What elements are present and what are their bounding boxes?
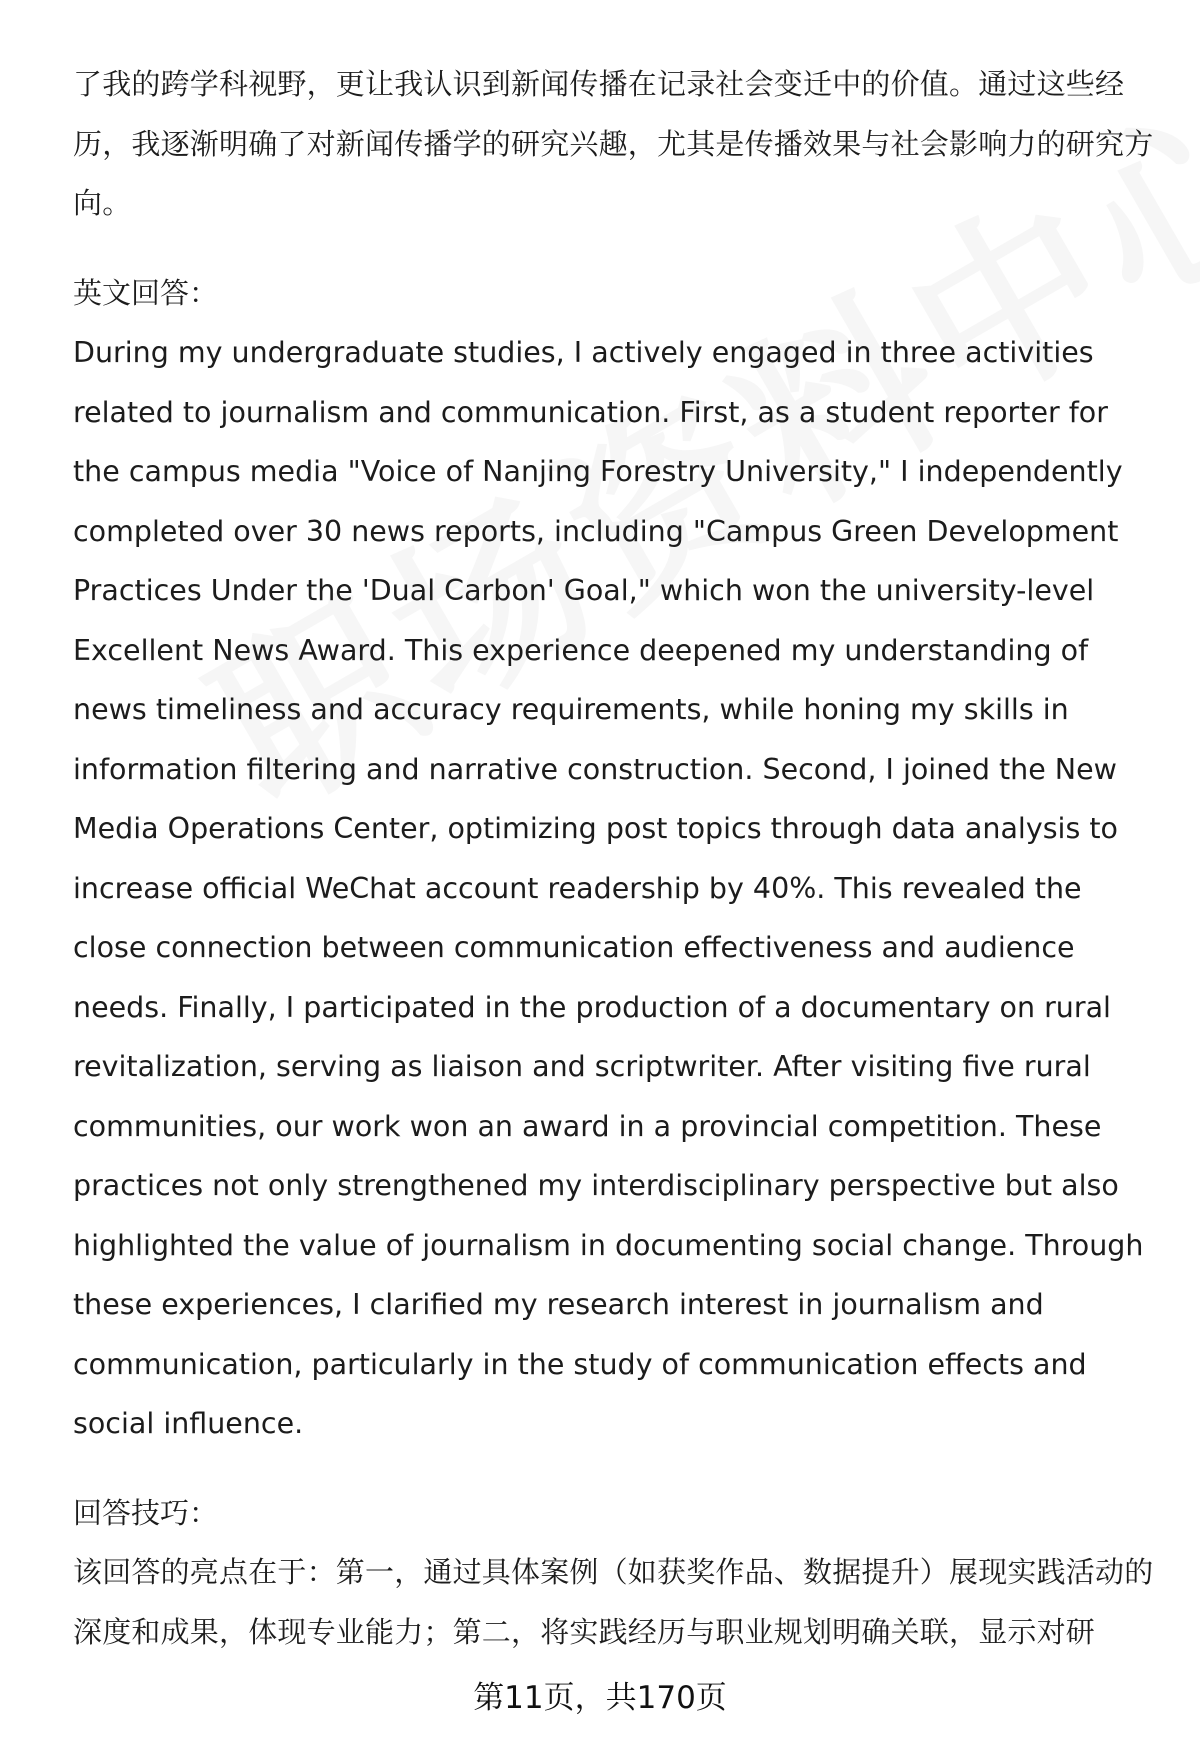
section-gap: [73, 1454, 1163, 1484]
page-content: [73, 55, 1163, 1662]
answer-tips-heading: 回答技巧：: [73, 1495, 219, 1530]
page-number-footer: 第11页，共170页: [473, 1680, 727, 1716]
english-answer-body: During my undergraduate studies, I actively engaged in three activities related to journalism and communication. First, as a student reporter for the campus media "Voice of Nanjing Forestry University," I independently completed over 30 news reports, including "Campus Green Development Practices Under the 'Dual Carbon' Goal," which won the university-level Excellent News Award. This experience deepened my understanding of news timeliness and accuracy requirements, while honing my skills in information filtering and narrative construction. Second, I joined the New Media Operations Center, optimizing post topics through data analysis to increase official WeChat account readership by 40%. This revealed the close connection between communication effectiveness and audience needs. Finally, I participated in the production of a documentary on rural revitalization, serving as liaison and scriptwriter. After visiting five rural communities, our work won an award in a provincial competition. These practices not only strengthened my interdisciplinary perspective but also highlighted the value of journalism in documenting social change. Through these experiences, I clarified my research interest in journalism and communication, particularly in the study of communication effects and social influence.: [73, 336, 1144, 1440]
intro-paragraph: 了我的跨学科视野，更让我认识到新闻传播在记录社会变迁中的价值。通过这些经历，我逐渐明确了对新闻传播学的研究兴趣，尤其是传播效果与社会影响力的研究方向。: [73, 67, 1154, 220]
english-answer-heading: 英文回答：: [73, 275, 219, 310]
section-gap: [73, 234, 1163, 264]
answer-tips-body: 该回答的亮点在于：第一，通过具体案例（如获奖作品、数据提升）展现实践活动的深度和成果，体现专业能力；第二，将实践经历与职业规划明确关联，显示对研: [73, 1555, 1154, 1649]
